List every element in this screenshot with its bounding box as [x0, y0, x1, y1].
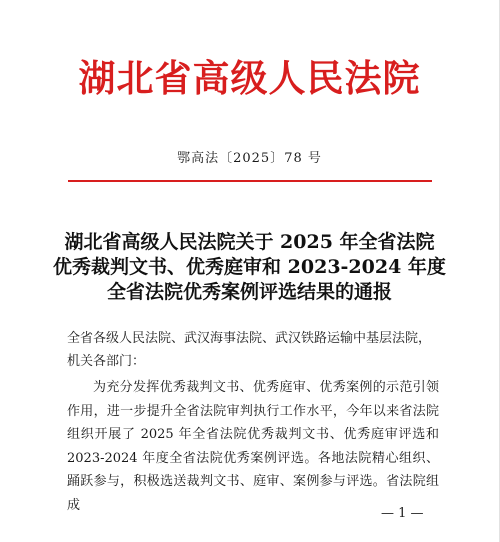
title-line-2: 优秀裁判文书、优秀庭审和 2023-2024 年度: [53, 256, 446, 278]
salutation-line-2: 机关各部门：: [67, 354, 146, 369]
salutation: [67, 327, 447, 373]
issuer-banner: 湖北省高级人民法院: [78, 56, 421, 100]
title-line-3: 全省法院优秀案例评选结果的通报: [106, 281, 392, 303]
document-number: 鄂高法〔2025〕78 号: [177, 151, 322, 166]
red-divider-line: [68, 180, 432, 182]
notice-title: [40, 230, 459, 305]
title-line-1: 湖北省高级人民法院关于 2025 年全省法院: [64, 231, 435, 253]
body-paragraph: 为充分发挥优秀裁判文书、优秀庭审、优秀案例的示范引领作用，进一步提升全省法院审判执行工作水平，今年以来省法院组织开展了 2025 年全省法院优秀裁判文书、优秀庭审评选和 2023-2024 年度全省法院优秀案例评选。各地法院精心组织、踊跃参与，积极选送裁判文书、庭审、案例参与评选。省法院组成: [67, 380, 439, 513]
page-number: — 1 —: [381, 506, 424, 521]
salutation-line-1: 全省各级人民法院、武汉海事法院、武汉铁路运输中基层法院，: [67, 331, 432, 346]
